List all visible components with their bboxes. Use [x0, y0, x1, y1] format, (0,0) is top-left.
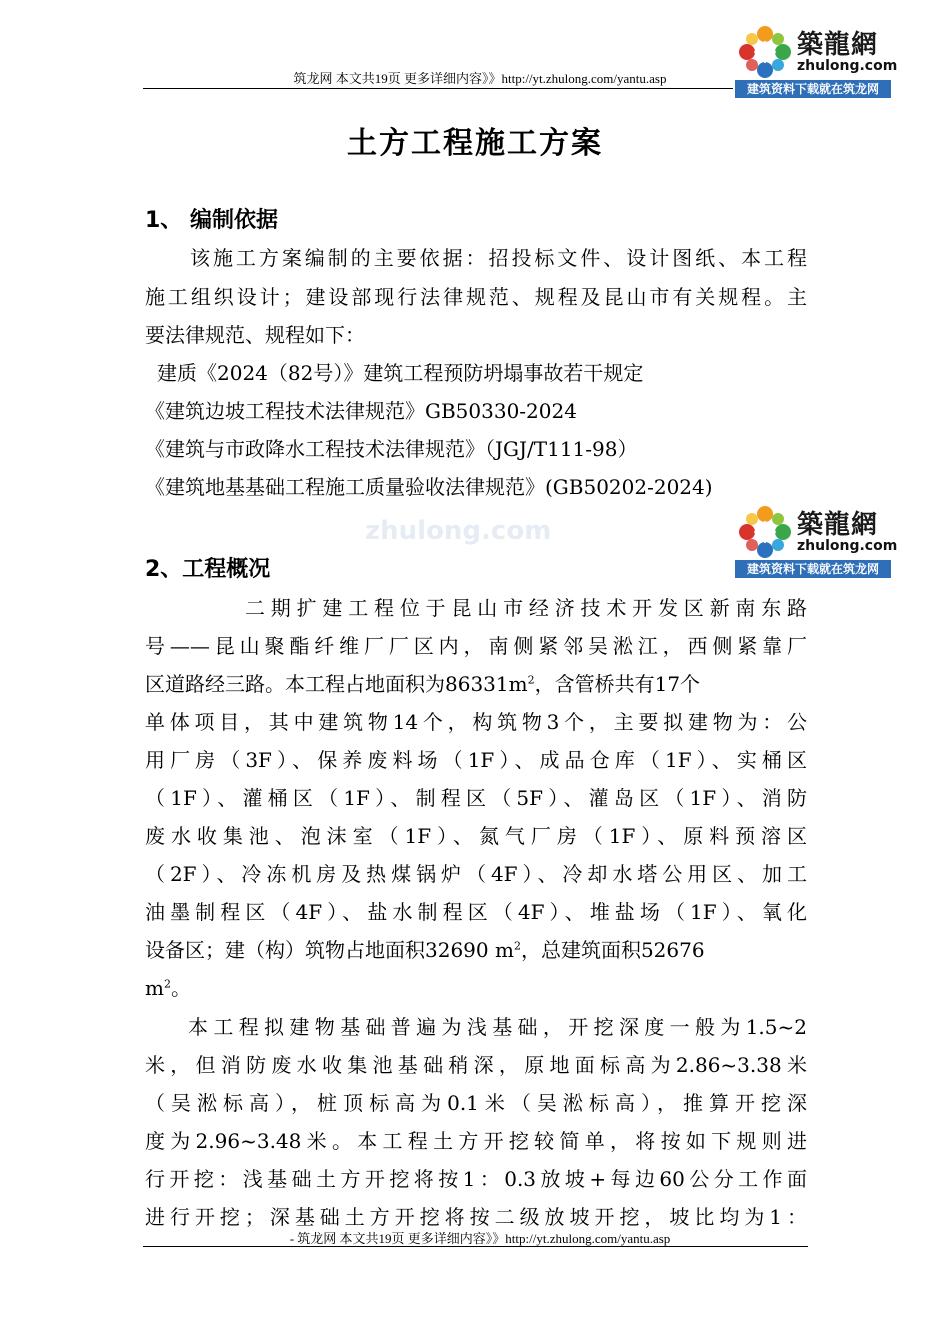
regulation-item: 建质《2024（82号）》建筑工程预防坍塌事故若干规定	[157, 361, 644, 385]
logo-name-en: zhulong.com	[797, 538, 898, 554]
zhulong-pinwheel-icon	[737, 504, 793, 560]
paragraph-line	[145, 974, 807, 1002]
paragraph-line: 油墨制程区（4F）、盐水制程区（4F）、堆盐场（1F）、氧化	[145, 900, 807, 924]
paragraph-line	[145, 670, 807, 698]
unit-text: m	[145, 976, 164, 1000]
watermark-text: zhulong.com	[365, 516, 552, 546]
paragraph-line: （吴淞标高），桩顶标高为0.1米（吴淞标高），推算开挖深	[145, 1091, 807, 1115]
section-1-heading: 1、 编制依据	[145, 208, 278, 233]
logo-slogan: 建筑资料下载就在筑龙网	[735, 80, 891, 98]
section-1-line: 该施工方案编制的主要依据：招投标文件、设计图纸、本工程	[190, 246, 807, 270]
regulation-item: 《建筑边坡工程技术法律规范》GB50330-2024	[145, 399, 577, 423]
area-text: 区道路经三路。本工程占地面积为86331m	[145, 672, 528, 696]
area-text-tail: ，含管桥共有17个	[534, 672, 701, 696]
paragraph-line: 进行开挖；深基础土方开挖将按二级放坡开挖，坡比均为1：	[145, 1205, 807, 1229]
superscript-2: 2	[163, 977, 171, 991]
paragraph-line: 废水收集池、泡沫室（1F）、氮气厂房（1F）、原料预溶区	[145, 824, 807, 848]
superscript-2: 2	[513, 939, 521, 953]
logo-name-cn: 築龍網	[797, 30, 879, 60]
zhulong-logo-top	[735, 20, 898, 98]
paragraph-line: 度为2.96~3.48米。本工程土方开挖较简单，将按如下规则进	[145, 1129, 807, 1153]
zhulong-logo-middle	[735, 500, 898, 578]
page-footer-text: - 筑龙网 本文共19页 更多详细内容》》http://yt.zhulong.com/yantu.asp	[289, 1231, 671, 1246]
document-title: 土方工程施工方案	[347, 126, 603, 161]
paragraph-line: （1F）、灌桶区（1F）、制程区（5F）、灌岛区（1F）、消防	[145, 786, 807, 810]
section-2-heading: 2、工程概况	[145, 557, 271, 582]
floor-area-text: 设备区；建（构）筑物占地面积32690 m	[145, 938, 514, 962]
logo-slogan: 建筑资料下载就在筑龙网	[735, 560, 891, 578]
paragraph-line: 本工程拟建物基础普遍为浅基础，开挖深度一般为1.5~2	[188, 1015, 807, 1039]
paragraph-line: 单体项目，其中建筑物14个，构筑物3个，主要拟建物为：公	[145, 710, 807, 734]
paragraph-line	[145, 936, 807, 964]
page-header-text: 筑龙网 本文共19页 更多详细内容》》http://yt.zhulong.com/yantu.asp	[293, 71, 667, 86]
logo-name-en: zhulong.com	[797, 58, 898, 74]
section-1-line: 施工组织设计；建设部现行法律规范、规程及昆山市有关规程。主	[145, 285, 807, 309]
floor-area-tail: ，总建筑面积52676	[520, 938, 705, 962]
paragraph-line: 行开挖：浅基础土方开挖将按1：0.3放坡+每边60公分工作面	[145, 1167, 807, 1191]
paragraph-line: 米，但消防废水收集池基础稍深，原地面标高为2.86~3.38米	[145, 1053, 807, 1077]
paragraph-line: 号——昆山聚酯纤维厂厂区内，南侧紧邻吴淞江，西侧紧靠厂	[145, 634, 807, 658]
section-1-line: 要法律规范、规程如下：	[145, 323, 365, 347]
unit-tail: 。	[170, 976, 191, 1000]
paragraph-line: 二期扩建工程位于昆山市经济技术开发区新南东路	[245, 596, 807, 620]
paragraph-line: （2F）、冷冻机房及热煤锅炉（4F）、冷却水塔公用区、加工	[145, 862, 807, 886]
zhulong-pinwheel-icon	[737, 24, 793, 80]
superscript-2: 2	[527, 673, 535, 687]
footer-rule	[143, 1246, 808, 1247]
regulation-item: 《建筑与市政降水工程技术法律规范》（JGJ/T111-98）	[145, 437, 638, 461]
logo-name-cn: 築龍網	[797, 510, 879, 540]
regulation-item: 《建筑地基基础工程施工质量验收法律规范》(GB50202-2024)	[145, 475, 713, 499]
header-rule	[143, 88, 733, 89]
paragraph-line: 用厂房（3F）、保养废料场（1F）、成品仓库（1F）、实桶区	[145, 748, 807, 772]
